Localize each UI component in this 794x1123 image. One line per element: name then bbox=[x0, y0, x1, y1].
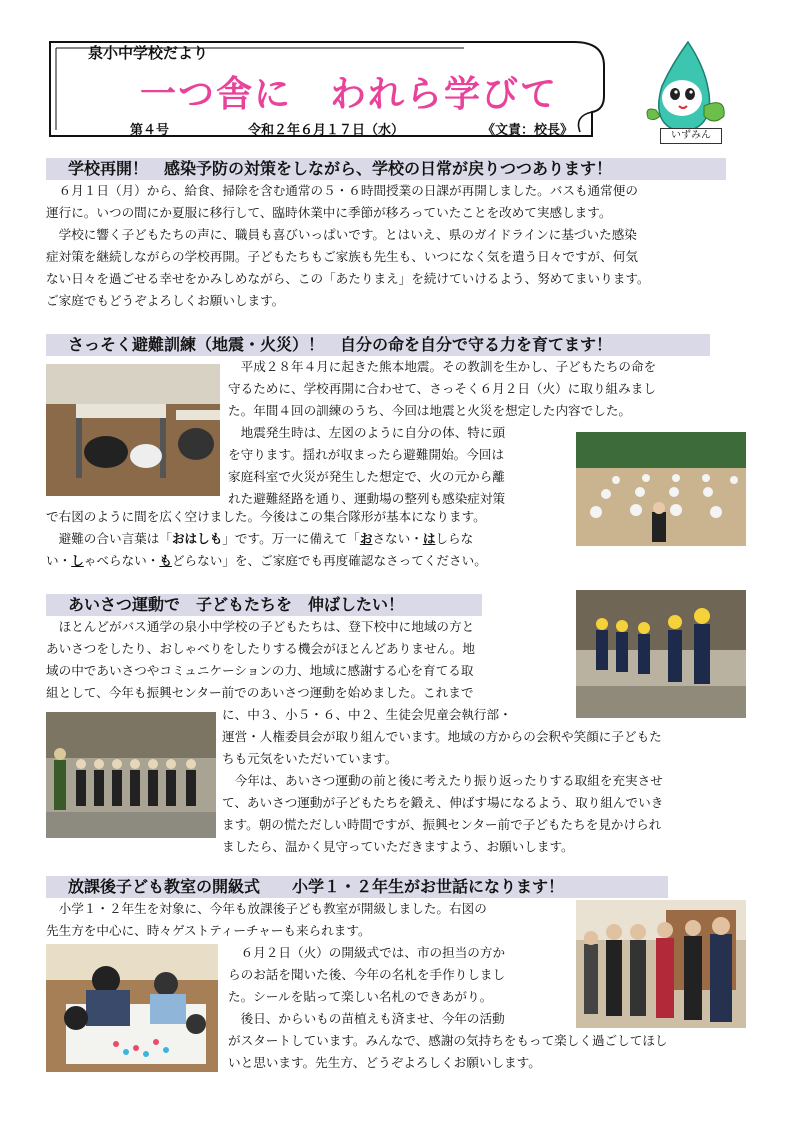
section-body-evacuation-b bbox=[228, 422, 574, 510]
section-heading-school-reopen: 学校再開！ 感染予防の対策をしながら、学校の日常が戻りつつあります！ bbox=[46, 158, 726, 180]
text-line: 運営・人権委員会が取り組んでいます。地域の方からの会釈や笑顔に子どもた bbox=[222, 729, 662, 744]
text-segment: 避難の合い言葉は「 bbox=[58, 531, 172, 546]
text-line: 組として、今年も振興センター前でのあいさつ運動を始めました。これまで bbox=[46, 685, 474, 700]
text-line: がスタートしています。みんなで、感謝の気持ちをもって楽しく過ごしてほし bbox=[228, 1033, 668, 1048]
text-line: 後日、からいもの苗植えも済ませ、今年の活動 bbox=[240, 1011, 505, 1026]
keyword-shi: し bbox=[71, 553, 84, 568]
text-line: た。年間４回の訓練のうち、今回は地震と火災を想定した内容でした。 bbox=[228, 403, 631, 418]
text-line: ご家庭でもどうぞよろしくお願いします。 bbox=[46, 293, 285, 308]
section-heading-evacuation-drill: さっそく避難訓練（地震・火災）！ 自分の命を自分で守る力を育てます！ bbox=[46, 334, 710, 356]
text-line: あいさつをしたり、おしゃべりをしたりする機会がほとんどありません。地 bbox=[46, 641, 475, 656]
text-line: た。シールを貼って楽しい名札のできあがり。 bbox=[228, 989, 493, 1004]
mascot-label: いずみん bbox=[660, 128, 722, 144]
photo-name-tag-craft bbox=[46, 944, 218, 1072]
keyword-mo: も bbox=[159, 553, 172, 568]
text-line: 域の中であいさつやコミュニケーションの力、地域に感謝する心を育てる取 bbox=[46, 663, 474, 678]
keyword-o: お bbox=[359, 531, 373, 546]
text-segment: 」です。万一に備えて「 bbox=[222, 531, 360, 546]
section-body-evacuation-c bbox=[46, 506, 574, 528]
text-segment: しらな bbox=[435, 531, 474, 546]
section-body-greeting-a bbox=[46, 616, 574, 704]
newsletter-name: 泉小中学校だより bbox=[88, 44, 209, 62]
text-segment: さない・ bbox=[372, 531, 423, 546]
section-body-evacuation-d bbox=[46, 528, 576, 572]
text-line: れた避難経路を通り、運動場の整列も感染症対策 bbox=[228, 491, 506, 506]
issue-date: 令和２年６月１７日（水） bbox=[248, 123, 405, 138]
section-body-evacuation-a bbox=[228, 356, 752, 422]
section-heading-after-school-class: 放課後子ども教室の開級式 小学１・２年生がお世話になります！ bbox=[46, 876, 668, 898]
photo-evacuation-formation bbox=[576, 432, 746, 546]
photo-earthquake-drill bbox=[46, 364, 220, 496]
text-segment: ゃべらない・ bbox=[83, 553, 160, 568]
photo-greeting-students bbox=[576, 590, 746, 718]
text-line: 小学１・２年生を対象に、今年も放課後子ども教室が開級しました。右図の bbox=[58, 901, 487, 916]
text-line: ちも元気をいただいています。 bbox=[222, 751, 398, 766]
issue-number: 第４号 bbox=[130, 123, 170, 138]
text-line: 先生方を中心に、時々ゲストティーチャーも来られます。 bbox=[46, 923, 371, 938]
text-line: 運行に。いつの間にか夏服に移行して、臨時休業中に季節が移ろっていたことを改めて実感します。 bbox=[46, 205, 612, 220]
text-line: 守るために、学校再開に合わせて、さっそく６月２日（火）に取り組みまし bbox=[228, 381, 656, 396]
newsletter-title: 一つ舎に われら学びて bbox=[140, 74, 559, 115]
text-line: ６月２日（火）の開級式では、市の担当の方か bbox=[240, 945, 506, 960]
section-heading-greeting-campaign: あいさつ運動で 子どもたちを 伸ばしたい！ bbox=[46, 594, 482, 616]
keyword-ohashimo: おはしも bbox=[171, 531, 223, 546]
text-line bbox=[46, 528, 576, 550]
text-line: らのお話を聞いた後、今年の名札を手作りしまし bbox=[228, 967, 506, 982]
text-line: ６月１日（月）から、給食、掃除を含む通常の５・６時間授業の日課が再開しました。バスも通常便の bbox=[58, 183, 638, 198]
keyword-ha: は bbox=[422, 531, 436, 546]
text-line: ほとんどがバス通学の泉小中学校の子どもたちは、登下校中に地域の方と bbox=[58, 619, 475, 634]
text-line: を守ります。揺れが収まったら避難開始。今回は bbox=[228, 447, 505, 462]
text-line: ない日々を過ごせる幸せをかみしめながら、この「あたりまえ」を続けていけるよう、努めてまいります。 bbox=[46, 271, 650, 286]
text-line bbox=[46, 550, 576, 572]
photo-greeting-line bbox=[46, 712, 216, 838]
section-body-after-school-a bbox=[46, 898, 576, 942]
section-body-school-reopen bbox=[46, 180, 750, 312]
text-line: 症対策を継続しながらの学校再開。子どもたちもご家族も先生も、いつになく気を遣う日々ですが、何気 bbox=[46, 249, 638, 264]
text-segment: い・ bbox=[46, 553, 72, 568]
text-line: いと思います。先生方、どうぞよろしくお願いします。 bbox=[228, 1055, 541, 1070]
text-segment: どらない」を、ご家庭でも再度確認なさってください。 bbox=[171, 553, 487, 568]
text-line: 平成２８年４月に起きた熊本地震。その教訓を生かし、子どもたちの命を bbox=[240, 359, 657, 374]
text-line: ます。朝の慌ただしい時間ですが、振興センター前で子どもたちを見かけられ bbox=[222, 817, 662, 832]
section-body-greeting-b bbox=[222, 704, 752, 858]
text-line: 地震発生時は、左図のように自分の体、特に頭 bbox=[240, 425, 506, 440]
text-line: に、中３、小５・６、中２、生徒会児童会執行部・ bbox=[222, 707, 512, 722]
text-line: 家庭科室で火災が発生した想定で、火の元から離 bbox=[228, 469, 505, 484]
text-line: て、あいさつ運動が子どもたちを鍛え、伸ばす場になるよう、取り組んでいき bbox=[222, 795, 664, 810]
text-line: 学校に響く子どもたちの声に、職員も喜びいっぱいです。とはいえ、県のガイドラインに基づいた感染 bbox=[58, 227, 637, 242]
text-line: 今年は、あいさつ運動の前と後に考えたり振り返ったりする取組を充実させ bbox=[234, 773, 663, 788]
text-line: で右図のように間を広く空けました。今後はこの集合隊形が基本になります。 bbox=[46, 509, 486, 524]
author: 《文責：校長》 bbox=[482, 123, 574, 138]
text-line: ましたら、温かく見守っていただきますよう、お願いします。 bbox=[222, 839, 574, 854]
section-body-after-school-b bbox=[228, 942, 752, 1074]
